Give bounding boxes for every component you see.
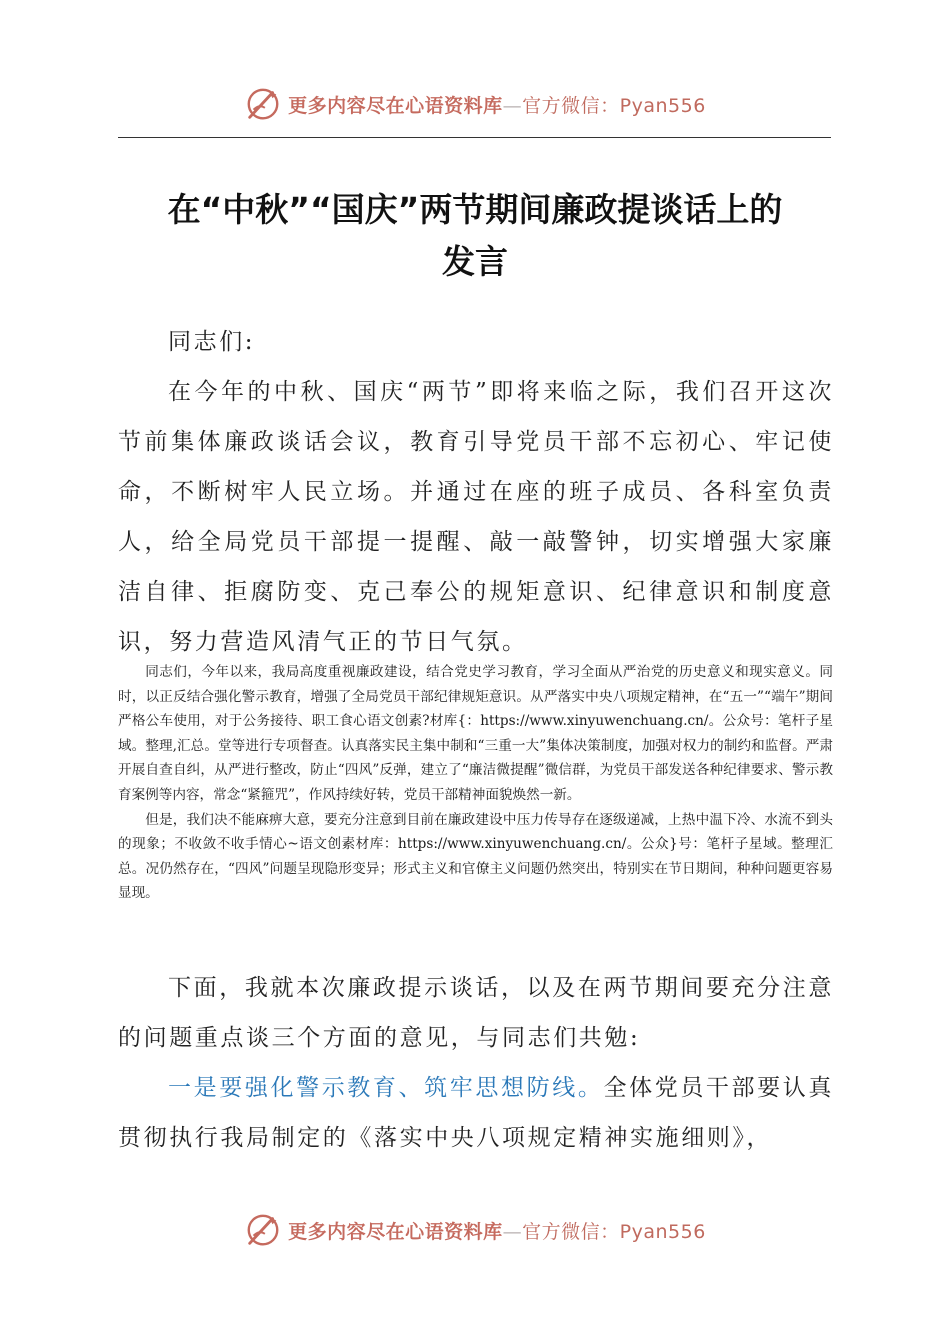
small-text-block: [118, 660, 833, 906]
banner-wechat-text: 官方微信：Pyan556: [522, 94, 706, 117]
point-1-paragraph: [118, 1063, 834, 1163]
footer-wechat-text: 官方微信：Pyan556: [522, 1220, 706, 1243]
footer-banner-text: [288, 1217, 706, 1244]
pen-logo-icon: [244, 1211, 282, 1249]
banner-text: [288, 91, 706, 118]
greeting: 同志们:: [168, 329, 256, 355]
point-1-heading: 一是要强化警示教育、筑牢思想防线。: [168, 1075, 604, 1101]
banner-library-text: 更多内容尽在心语资料库: [288, 94, 503, 117]
pen-logo-icon: [244, 85, 282, 123]
footer-dash: —: [502, 1220, 523, 1243]
footer-banner: [0, 1208, 950, 1252]
next-paragraph: 下面，我就本次廉政提示谈话，以及在两节期间要充分注意的问题重点谈三个方面的意见，与同志们共勉:: [118, 975, 834, 1051]
title-line-1: 在“中秋”“国庆”两节期间廉政提谈话上的: [167, 190, 783, 229]
title-line-2: 发言: [442, 242, 508, 281]
footer-library-text: 更多内容尽在心语资料库: [288, 1220, 503, 1243]
intro-paragraph: 在今年的中秋、国庆“两节”即将来临之际，我们召开这次节前集体廉政谈话会议，教育引导党员干部不忘初心、牢记使命，不断树牢人民立场。并通过在座的班子成员、各科室负责人，给全局党员干部提一提醒、敲一敲警钟，切实增强大家廉洁自律、拒腐防变、克己奉公的规矩意识、纪律意识和制度意识，努力营造风清气正的节日气氛。: [118, 379, 834, 655]
small-paragraph-2: 但是，我们决不能麻痹大意，要充分注意到目前在廉政建设中压力传导存在逐级递减，上热中温下冷、水流不到头的现象；不收敛不收手情心~语文创素材库：https://www.xinyuwenchuang.cn/。公众}号：笔杆子星域。整理汇总。况仍然存在，“四风”问题呈现隐形变异；形式主义和官僚主义问题仍然突出，特别实在节日期间，种种问题更容易显现。: [118, 811, 833, 902]
point-1-text: 全体党员干部要认真贯彻执行我局制定的《落实中央八项规定精神实施细则》，: [118, 1075, 834, 1151]
header-banner: [0, 82, 950, 126]
page-title: [110, 184, 840, 288]
header-divider: [118, 137, 831, 138]
banner-dash: —: [502, 94, 523, 117]
small-paragraph-1: 同志们，今年以来，我局高度重视廉政建设，结合党史学习教育，学习全面从严治党的历史意义和现实意义。同时，以正反结合强化警示教育，增强了全局党员干部纪律规矩意识。从严落实中央八项规定精神，在“五一”“端午”期间严格公车使用，对于公务接待、职工食心语文创素?材库{：https://www.xinyuwenchuang.cn/。公众号：笔杆子星域。整理,汇总。堂等进行专项督查。认真落实民主集中制和“三重一大”集体决策制度，加强对权力的制约和监督。严肃开展自查自纠，从严进行整改，防止“四风”反弹，建立了“廉洁微提醒”微信群，为党员干部发送各种纪律要求、警示教育案例等内容，常念“紧箍咒”，作风持续好转，党员干部精神面貌焕然一新。: [118, 664, 833, 803]
